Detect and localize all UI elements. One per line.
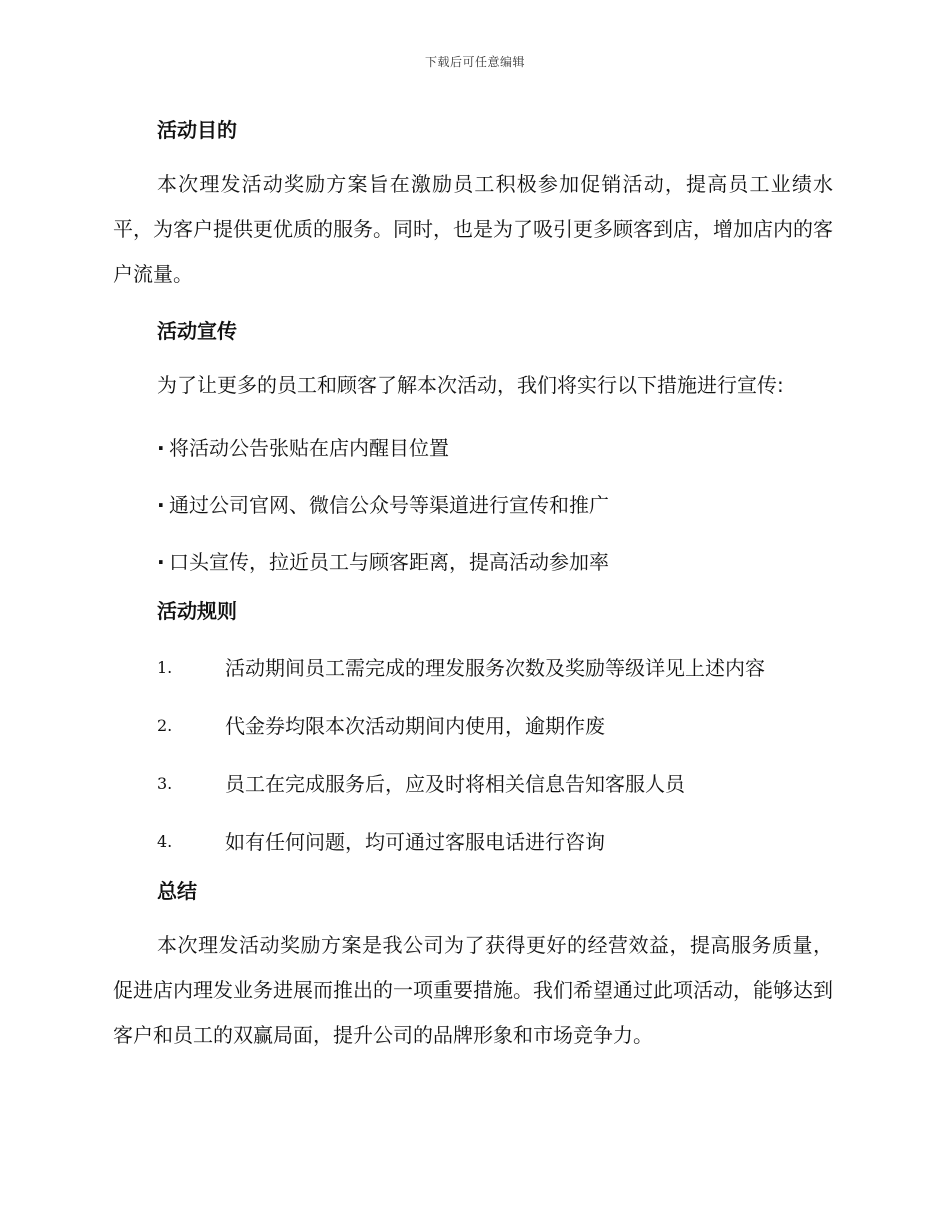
list-item: 3. 员工在完成服务后，应及时将相关信息告知客服人员: [113, 755, 833, 813]
section-title-summary: 总结: [157, 879, 197, 903]
list-number: 2.: [157, 716, 173, 735]
list-item: · 将活动公告张贴在店内醒目位置: [113, 420, 833, 477]
list-item: 2. 代金券均限本次活动期间内使用，逾期作废: [113, 697, 833, 755]
bullet-icon: ·: [157, 436, 165, 460]
rules-numbered-list: [113, 639, 833, 871]
bullet-icon: ·: [157, 493, 165, 517]
list-number: 4.: [157, 832, 173, 851]
list-number: 3.: [157, 774, 173, 793]
document-body: [113, 112, 833, 1058]
list-item: 4. 如有任何问题，均可通过客服电话进行咨询: [113, 813, 833, 871]
promotion-bullet-list: [113, 420, 833, 591]
purpose-paragraph: 本次理发活动奖励方案旨在激励员工积极参加促销活动，提高员工业绩水平，为客户提供更优质的服务。同时，也是为了吸引更多顾客到店，增加店内的客户流量。: [113, 172, 833, 286]
list-number: 1.: [157, 658, 173, 677]
section-title-rules: 活动规则: [157, 599, 237, 623]
list-item: 1. 活动期间员工需完成的理发服务次数及奖励等级详见上述内容: [113, 639, 833, 697]
section-title-purpose: 活动目的: [157, 118, 237, 142]
list-item: · 通过公司官网、微信公众号等渠道进行宣传和推广: [113, 477, 833, 534]
list-item: · 口头宣传，拉近员工与顾客距离，提高活动参加率: [113, 534, 833, 591]
summary-paragraph: 本次理发活动奖励方案是我公司为了获得更好的经营效益，提高服务质量，促进店内理发业务进展而推出的一项重要措施。我们希望通过此项活动，能够达到客户和员工的双赢局面，提升公司的品牌形象和市场竞争力。: [113, 933, 833, 1047]
bullet-icon: ·: [157, 550, 165, 574]
section-title-promotion: 活动宣传: [157, 319, 237, 343]
header-note: 下载后可任意编辑: [424, 55, 525, 69]
promotion-intro-paragraph: 为了让更多的员工和顾客了解本次活动，我们将实行以下措施进行宣传:: [157, 373, 784, 397]
